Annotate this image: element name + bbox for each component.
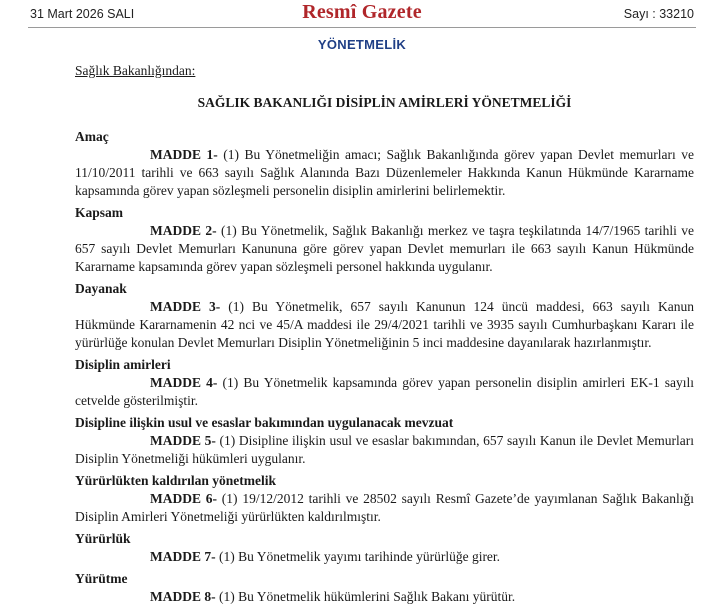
article-paragraph: [0, 146, 694, 200]
section-heading: Yürürlük: [75, 531, 131, 546]
article-text: (1) 19/12/2012 tarihli ve 28502 sayılı Resmî Gazete’de yayımlanan Sağlık Bakanlığı Disiplin Amirleri Yönetmeliği yürürlükten kaldırılmıştır.: [75, 491, 694, 524]
section-heading: Disiplin amirleri: [75, 357, 171, 372]
section-heading: Kapsam: [75, 205, 124, 220]
article-label: MADDE 7-: [150, 549, 216, 564]
gazette-title: Resmî Gazete: [302, 1, 422, 23]
article-text: (1) Bu Yönetmelik kapsamında görev yapan personelin disiplin amirleri EK-1 sayılı cetvelde gösterilmiştir.: [75, 375, 694, 408]
article-text: (1) Bu Yönetmelik yayımı tarihinde yürürlüğe girer.: [215, 549, 501, 564]
article-text: (1) Disipline ilişkin usul ve esaslar bakımından, 657 sayılı Kanun ile Devlet Memurları Disiplin Yönetmeliği hükümleri uygulanır.: [75, 433, 694, 466]
section-heading: Disipline ilişkin usul ve esaslar bakımından uygulanacak mevzuat: [75, 415, 454, 430]
article-text: (1) Bu Yönetmelik, Sağlık Bakanlığı merkez ve taşra teşkilatında 14/7/1965 tarihli ve 657 sayılı Devlet Memurları Kanununa göre görev yapan Devlet memurları ile 663 sayılı Kanun Hükmünde Kararname kapsamında görev yapan sözleşmeli personel hakkında uygulanır.: [75, 223, 694, 274]
section-heading: Amaç: [75, 129, 109, 144]
gazette-header: [0, 0, 724, 30]
article-paragraph: [0, 222, 694, 276]
article-paragraph: [0, 490, 694, 526]
article-label: MADDE 8-: [150, 589, 216, 604]
regulation-title: SAĞLIK BAKANLIĞI DİSİPLİN AMİRLERİ YÖNETMELİĞİ: [197, 95, 572, 110]
article-text: (1) Bu Yönetmelik hükümlerini Sağlık Bakanı yürütür.: [215, 589, 516, 604]
section-heading: Yürürlükten kaldırılan yönetmelik: [75, 473, 277, 488]
section-heading: Dayanak: [75, 281, 127, 296]
header-divider: [28, 27, 696, 28]
article-paragraph: [0, 548, 694, 566]
issuing-ministry: Sağlık Bakanlığından:: [75, 63, 196, 78]
article-paragraph: [0, 298, 694, 352]
article-label: MADDE 5-: [150, 433, 216, 448]
regulation-body: [75, 62, 694, 608]
article-label: MADDE 4-: [150, 375, 218, 390]
article-text: (1) Bu Yönetmeliğin amacı; Sağlık Bakanlığında görev yapan Devlet memurları ve 11/10/2011 tarihli ve 663 sayılı Sağlık Alanında Bazı Düzenlemeler Hakkında Kanun Hükmünde Kararname kapsamında görev yapan sözleşmeli personelin disiplin amirlerini belirlemektir.: [75, 147, 694, 198]
article-label: MADDE 3-: [150, 299, 221, 314]
article-label: MADDE 2-: [150, 223, 217, 238]
article-paragraph: [0, 432, 694, 468]
article-paragraph: [0, 588, 694, 606]
article-list: [75, 126, 694, 606]
document-type: YÖNETMELİK: [317, 37, 407, 52]
publication-date: 31 Mart 2026 SALI: [30, 7, 135, 21]
section-heading: Yürütme: [75, 571, 128, 586]
article-text: (1) Bu Yönetmelik, 657 sayılı Kanunun 124 üncü maddesi, 663 sayılı Kanun Hükmünde Kararnamenin 42 nci ve 45/A maddesi ile 29/4/2021 tarihli ve 3935 sayılı Cumhurbaşkanı Kararı ile yürürlüğe konulan Devlet Memurları Disiplin Yönetmeliğinin 5 inci maddesine dayanılarak hazırlanmıştır.: [75, 299, 694, 350]
article-label: MADDE 1-: [150, 147, 218, 162]
issue-number: Sayı : 33210: [623, 7, 694, 21]
article-paragraph: [0, 374, 694, 410]
article-label: MADDE 6-: [150, 491, 218, 506]
